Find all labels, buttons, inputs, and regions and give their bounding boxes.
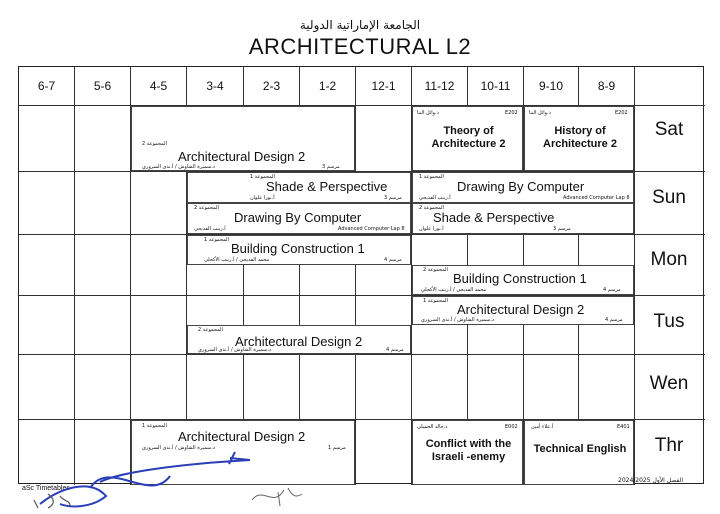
page-title: ARCHITECTURAL L2 [248,34,472,59]
instructor: أ.علاء أمين [531,424,554,430]
day-label: Wen [649,373,689,394]
day-label: Sat [654,119,684,140]
time-slot: 12-1 [371,79,396,93]
room: مرسم 4 [384,257,402,263]
room: Advanced Computer Lap 8 [563,195,630,201]
course-name: Drawing By Computer [234,210,362,225]
instructor: أ.نورا علوان [250,195,275,201]
room: مرسم 4 [605,317,623,323]
time-slot: 1-2 [318,79,337,93]
room: مرسم 3 [384,195,402,201]
room: E202 [615,110,628,116]
group-label: المجموعة 2 [142,141,167,147]
course-name: Building Construction 1 [231,241,365,256]
course-name: Architectural Design 2 [457,302,585,317]
room: مرسم 4 [386,347,404,353]
course-block[interactable] [412,172,634,203]
course-block[interactable] [187,172,411,203]
course-name: Conflict with the Israeli -enemy [425,438,512,463]
course-block[interactable] [412,203,634,234]
course-block[interactable] [524,420,634,485]
course-block[interactable] [524,106,634,171]
instructor: د.سميرة الشاوش / أ.ندى السروري [198,347,272,353]
course-block[interactable] [412,296,634,325]
time-slot: 5-6 [93,79,112,93]
room: Advanced Computer Lap 8 [338,226,405,232]
group-label: المجموعة 2 [194,205,219,211]
instructor: محمد الفديحي / أ.زينب الأكحلي [421,287,487,293]
course-name: Shade & Perspective [266,179,388,194]
course-name: Theory of Architecture 2 [431,125,506,150]
instructor: أ.زينب الفديحي [419,195,451,201]
day-label: Tus [653,311,685,332]
room: E202 [505,110,518,116]
instructor: د.سميرة الشاوش / أ.ندى السروري [421,317,495,323]
course-block[interactable] [187,235,411,265]
footer-semester: الفصل الأول 2024/2025 [618,477,683,484]
room: مرسم 3 [553,226,571,232]
room: E401 [617,424,630,430]
group-label: المجموعة 2 [419,205,444,211]
course-name: Shade & Perspective [433,210,555,225]
course-block[interactable] [187,325,411,354]
time-slot: 3-4 [206,79,224,93]
group-label: المجموعة 1 [423,298,448,304]
day-label: Mon [650,249,688,270]
group-label: المجموعة 1 [419,174,444,180]
time-slot: 6-7 [37,79,56,93]
time-slot: 2-3 [262,79,281,93]
instructor: أ.نورا علوان [419,226,444,232]
group-label: المجموعة 1 [204,237,229,243]
course-block[interactable] [412,420,523,485]
group-label: المجموعة 1 [250,174,275,180]
course-block[interactable] [131,106,355,171]
instructor: د.وائل البنا [417,110,439,116]
instructor: د.وائل البنا [529,110,551,116]
group-label: المجموعة 2 [423,267,448,273]
time-slot: 8-9 [597,79,616,93]
timetable-grid [18,66,704,484]
day-label: Thr [654,435,684,456]
time-slot: 4-5 [149,79,168,93]
course-block[interactable] [412,106,523,171]
university-name: الجامعة الإماراتية الدولية [299,18,421,32]
course-name: Architectural Design 2 [178,149,306,164]
room: مرسم 3 [322,164,340,170]
instructor: د.سميرة الشاوش / أ.ندى السروري [142,164,216,170]
footer-software: aSc Timetables [22,485,70,492]
course-name: Technical English [533,443,627,455]
instructor: د.خالد الجميلي [417,424,448,430]
course-name: History of Architecture 2 [543,125,617,150]
room: مرسم 4 [603,287,621,293]
room: مرسم 1 [328,445,346,451]
group-label: المجموعة 2 [198,327,223,333]
day-label: Sun [652,187,686,208]
course-name: Architectural Design 2 [235,334,363,349]
course-name: Architectural Design 2 [178,429,306,444]
instructor: محمد الفديحي / أ.زينب الأكحلي [204,257,270,263]
group-label: المجموعة 1 [142,423,167,429]
instructor: أ.زينب الفديحي [194,226,226,232]
course-name: Building Construction 1 [453,271,587,286]
instructor: د.سميرة الشاوش / أ.ندى السروري [142,445,216,451]
course-block[interactable] [187,203,411,234]
time-slot: 11-12 [424,79,455,93]
course-block[interactable] [412,265,634,295]
signature-image [248,480,308,510]
room: E002 [505,424,518,430]
time-slot: 10-11 [480,79,511,93]
course-name: Drawing By Computer [457,179,585,194]
time-slot: 9-10 [538,79,564,93]
